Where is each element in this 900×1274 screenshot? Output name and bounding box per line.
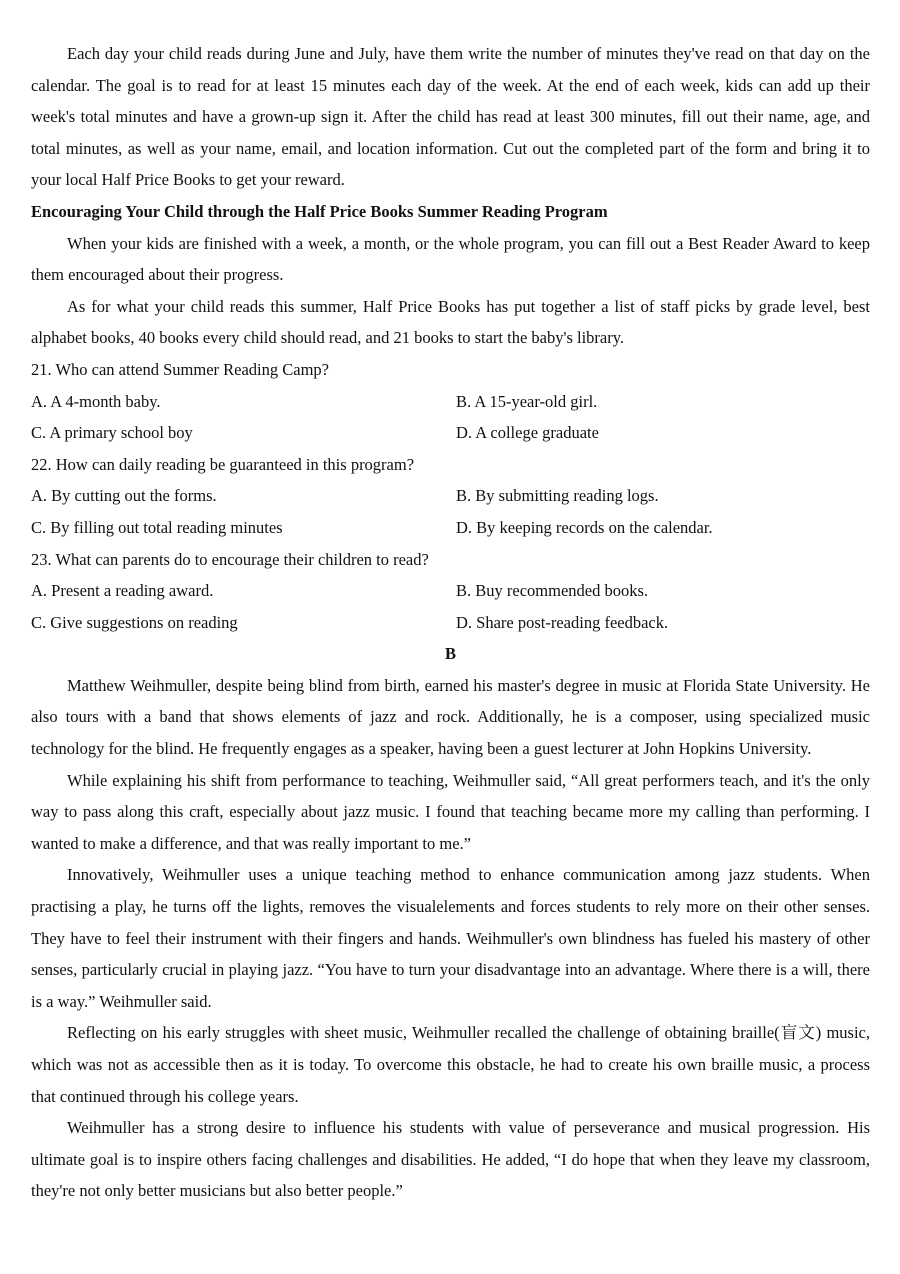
- question-23-options: [31, 575, 870, 638]
- passage-a-heading: Encouraging Your Child through the Half Price Books Summer Reading Program: [31, 201, 608, 221]
- question-23-option-a: A. Present a reading award.: [31, 581, 214, 601]
- passage-b-paragraph-4: Reflecting on his early struggles with sheet music, Weihmuller recalled the challenge of obtaining braille(盲文) music, which was not as accessible then as it is today. To overcome this obstacle, he had to create his own braille music, a process that continued through his college years.: [31, 1023, 870, 1106]
- passage-b-paragraph-3: Innovatively, Weihmuller uses a unique teaching method to enhance communication among jazz students. When practising a play, he turns off the lights, removes the visualelements and forces students to rely more on their other senses. They have to feel their instrument with their fingers and hands. Weihmuller's own blindness has fueled his mastery of other senses, particularly crucial in playing jazz. “You have to turn your disadvantage into an advantage. Where there is a will, there is a way.” Weihmuller said.: [31, 865, 870, 1011]
- passage-a-paragraph-2: When your kids are finished with a week, a month, or the whole program, you can fill out a Best Reader Award to keep them encouraged about their progress.: [31, 233, 870, 285]
- passage-a-paragraph-3: As for what your child reads this summer, Half Price Books has put together a list of staff picks by grade level, best alphabet books, 40 books every child should read, and 21 books to start the baby's library.: [31, 296, 870, 348]
- question-23-option-b: B. Buy recommended books.: [456, 581, 649, 601]
- question-23-option-d: D. Share post-reading feedback.: [456, 612, 669, 632]
- passage-b-paragraph-5: Weihmuller has a strong desire to influence his students with value of perseverance and musical progression. His ultimate goal is to inspire others facing challenges and disabilities. He added, “I do hope that when they leave my classroom, they're not only better musicians but also better people.”: [31, 1118, 870, 1201]
- passage-a-paragraph-1: Each day your child reads during June and July, have them write the number of minutes they've read on that day on the calendar. The goal is to read for at least 15 minutes each day of the week. At the end of each week, kids can add up their week's total minutes and have a grown-up sign it. After the child has read at least 300 minutes, fill out their name, age, and total minutes, as well as your name, email, and location information. Cut out the completed part of the form and bring it to your local Half Price Books to get your reward.: [31, 44, 870, 190]
- question-21-stem: 21. Who can attend Summer Reading Camp?: [31, 359, 329, 379]
- question-21-option-a: A. A 4-month baby.: [31, 391, 161, 411]
- question-21-option-d: D. A college graduate: [456, 423, 599, 443]
- question-22-option-a: A. By cutting out the forms.: [31, 486, 217, 506]
- section-b-label: B: [444, 644, 456, 664]
- question-21: [31, 354, 870, 449]
- question-23-option-c: C. Give suggestions on reading: [31, 612, 238, 632]
- question-21-option-c: C. A primary school boy: [31, 423, 193, 443]
- question-22: [31, 449, 870, 544]
- passage-b-paragraph-1: Matthew Weihmuller, despite being blind from birth, earned his master's degree in music at Florida State University. He also tours with a band that shows elements of jazz and rock. Additionally, he is a composer, using specialized music technology for the blind. He frequently engages as a speaker, having been a guest lecturer at John Hopkins University.: [31, 675, 870, 759]
- question-22-options: [31, 480, 870, 543]
- question-23: [31, 544, 870, 639]
- question-23-stem: 23. What can parents do to encourage their children to read?: [31, 549, 429, 569]
- passage-b-paragraph-2: While explaining his shift from performance to teaching, Weihmuller said, “All great performers teach, and it's the only way to pass along this craft, especially about jazz music. I found that teaching became more my calling than performing. I wanted to make a difference, and that was really important to me.”: [31, 770, 870, 853]
- question-22-stem: 22. How can daily reading be guaranteed in this program?: [31, 454, 415, 474]
- question-22-option-d: D. By keeping records on the calendar.: [456, 517, 713, 537]
- question-22-option-c: C. By filling out total reading minutes: [31, 517, 283, 537]
- question-22-option-b: B. By submitting reading logs.: [456, 486, 659, 506]
- question-21-option-b: B. A 15-year-old girl.: [456, 391, 598, 411]
- question-21-options: [31, 386, 870, 449]
